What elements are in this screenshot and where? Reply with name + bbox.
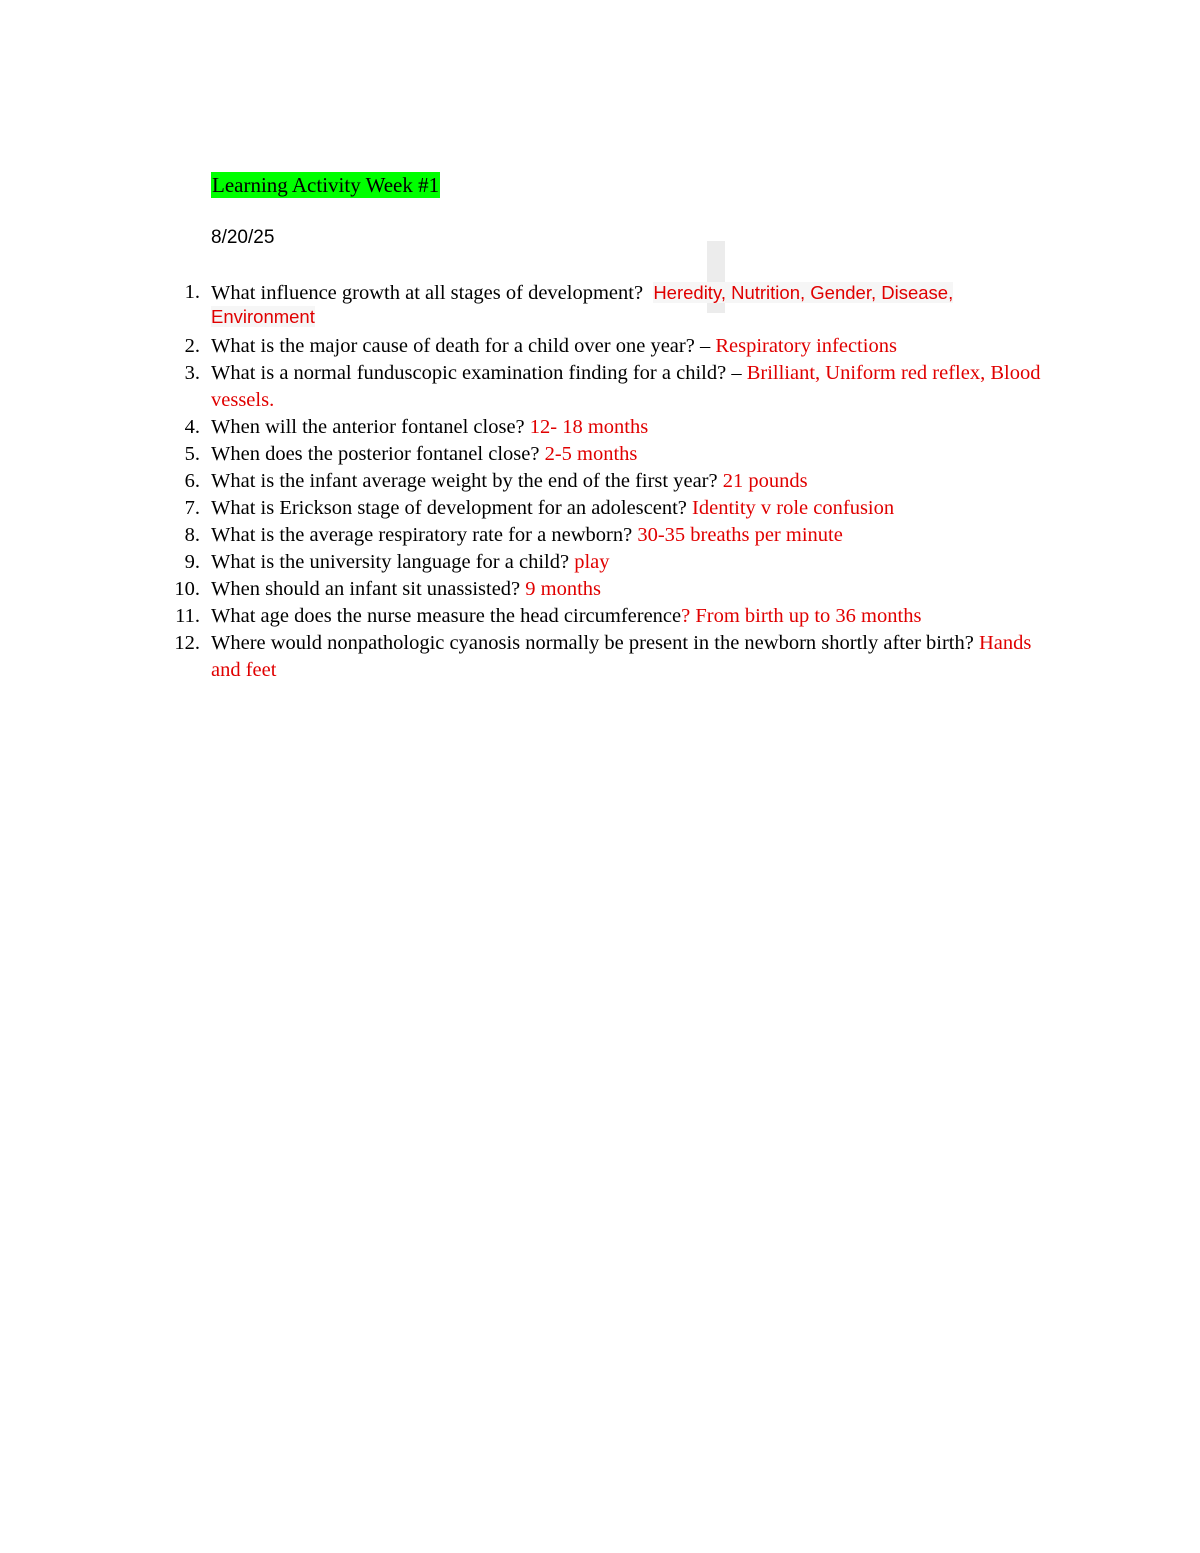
item-number: 9. bbox=[184, 551, 200, 573]
answer-text: 21 pounds bbox=[722, 470, 808, 492]
item-number: 8. bbox=[184, 524, 200, 546]
document-date: 8/20/25 bbox=[211, 227, 275, 248]
item-number: 4. bbox=[184, 416, 200, 438]
question-text: When does the posterior fontanel close? bbox=[211, 443, 540, 465]
list-item bbox=[170, 603, 1050, 630]
list-item bbox=[170, 495, 1050, 522]
question-text: What is Erickson stage of development for an adolescent? bbox=[211, 497, 687, 519]
list-item bbox=[170, 576, 1050, 603]
question-text: What is the infant average weight by the end of the first year? bbox=[211, 470, 718, 492]
list-item bbox=[170, 630, 1050, 684]
question-text: What is the university language for a child? bbox=[211, 551, 570, 573]
item-number: 5. bbox=[184, 443, 200, 465]
list-item bbox=[170, 468, 1050, 495]
document-title: Learning Activity Week #1 bbox=[212, 173, 440, 197]
item-number: 10. bbox=[174, 578, 200, 600]
item-number: 12. bbox=[174, 632, 200, 654]
item-number: 1. bbox=[184, 281, 200, 303]
question-text: When will the anterior fontanel close? bbox=[211, 416, 525, 438]
answer-text: 9 months bbox=[525, 578, 602, 600]
question-list bbox=[170, 281, 1050, 684]
answer-text: Brilliant, Uniform red reflex, Blood vessels. bbox=[211, 362, 1041, 411]
item-number: 11. bbox=[175, 605, 200, 627]
question-text: What is the major cause of death for a child over one year? bbox=[211, 335, 695, 357]
answer-text: Identity v role confusion bbox=[692, 497, 895, 519]
answer-text: ? From birth up to 36 months bbox=[681, 605, 922, 627]
list-item bbox=[170, 549, 1050, 576]
question-text: What age does the nurse measure the head circumference bbox=[211, 605, 682, 627]
list-item bbox=[170, 522, 1050, 549]
list-item: 2. What is the major cause of death for a child over one year? – Respiratory infections bbox=[170, 333, 1050, 360]
item-number: 2. bbox=[184, 335, 200, 357]
answer-text: 30-35 breaths per minute bbox=[637, 524, 843, 546]
list-item bbox=[170, 281, 1050, 329]
question-text: What is a normal funduscopic examination finding for a child? bbox=[211, 362, 727, 384]
answer-text: play bbox=[574, 551, 610, 573]
list-item bbox=[170, 414, 1050, 441]
list-item: 3. What is a normal funduscopic examination finding for a child? – Brilliant, Uniform red reflex, Blood vessels. bbox=[170, 360, 1050, 414]
question-text: What is the average respiratory rate for a newborn? bbox=[211, 524, 633, 546]
list-item bbox=[170, 441, 1050, 468]
answer-text: 12- 18 months bbox=[529, 416, 649, 438]
question-text: What influence growth at all stages of development? bbox=[211, 282, 644, 304]
question-text: Where would nonpathologic cyanosis normally be present in the newborn shortly after birth? bbox=[211, 632, 974, 654]
answer-text: Heredity, Nutrition, Gender, Disease, Environment bbox=[211, 282, 954, 327]
item-number: 6. bbox=[184, 470, 200, 492]
question-text: When should an infant sit unassisted? bbox=[211, 578, 521, 600]
item-number: 7. bbox=[184, 497, 200, 519]
answer-text: Hands and feet bbox=[211, 632, 1032, 681]
item-number: 3. bbox=[184, 362, 200, 384]
answer-text: 2-5 months bbox=[544, 443, 638, 465]
answer-text: Respiratory infections bbox=[715, 335, 897, 357]
